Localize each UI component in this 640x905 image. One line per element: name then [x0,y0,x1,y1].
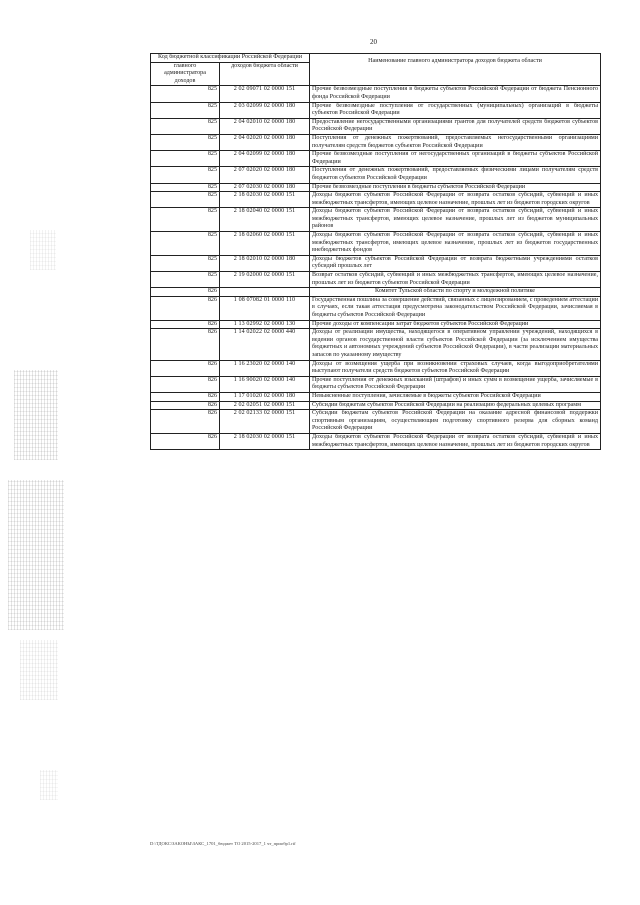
admin-code-cell: 825 [151,208,220,232]
table-row [151,433,601,449]
table-body [151,86,601,450]
admin-code-cell: 826 [151,410,220,434]
table-row [151,102,601,118]
admin-code-cell: 825 [151,272,220,288]
table-row [151,376,601,392]
income-name-cell: Невыясненные поступления, зачисляемые в бюджеты субъектов Российской Федерации [310,392,601,401]
income-name-cell: Прочие безвозмездные поступления от негосударственных организаций в бюджеты субъектов Российской Федерации [310,151,601,167]
income-code-cell [220,288,310,297]
income-code-cell: 2 02 02133 02 0000 151 [220,410,310,434]
income-code-cell: 2 04 02020 02 0000 180 [220,134,310,150]
income-name-cell: Возврат остатков субсидий, субвенций и иных межбюджетных трансфертов, имеющих целевое назначение, прошлых лет из бюджетов субъектов Российской Федерации [310,272,601,288]
section-title: Комитет Тульской области по спорту и молодежной политике [310,288,601,297]
income-name-cell: Прочие безвозмездные поступления от государственных (муниципальных) организаций в бюджеты субъектов Российской Федерации [310,102,601,118]
income-name-cell: Доходы бюджетов субъектов Российской Федерации от возврата остатков субсидий, субвенций и иных межбюджетных трансфертов, имеющих целевое назначение, прошлых лет из бюджетов городских округов [310,192,601,208]
income-code-cell: 2 02 09071 02 0000 151 [220,86,310,102]
income-code-cell: 2 18 02060 02 0000 151 [220,232,310,256]
admin-code-cell: 826 [151,360,220,376]
admin-code-cell: 825 [151,255,220,271]
table-row [151,255,601,271]
income-code-cell: 2 04 02010 02 0000 180 [220,118,310,134]
scan-noise-left-5 [40,770,58,800]
scan-noise-left-3 [20,640,58,700]
income-code-cell: 2 03 02099 02 0000 180 [220,102,310,118]
table-row [151,410,601,434]
income-name-cell: Доходы бюджетов субъектов Российской Федерации от возврата остатков субсидий, субвенций и иных межбюджетных трансфертов, имеющих целевое назначение, прошлых лет из бюджетов государственных внебюджетных фондов [310,232,601,256]
header-income-code: доходов бюджета области [220,62,310,86]
scan-noise-left-1 [14,370,58,460]
header-administrator-name: Наименование главного администратора доходов бюджета области [310,54,601,86]
budget-classification-table [150,53,601,450]
admin-code-cell: 826 [151,433,220,449]
income-code-cell: 2 18 02030 02 0000 151 [220,433,310,449]
table-row [151,86,601,102]
income-code-cell: 1 17 01020 02 0000 180 [220,392,310,401]
admin-code-cell: 825 [151,134,220,150]
table-row [151,134,601,150]
admin-code-cell: 825 [151,167,220,183]
income-name-cell: Поступления от денежных пожертвований, предоставляемых физическими лицами получателям средств бюджетов субъектов Российской Федерации [310,167,601,183]
table-row [151,118,601,134]
table-row [151,208,601,232]
income-code-cell: 2 18 02030 02 0000 151 [220,192,310,208]
table-row [151,167,601,183]
table-row [151,151,601,167]
admin-code-cell: 825 [151,102,220,118]
income-name-cell: Доходы бюджетов субъектов Российской Федерации от возврата остатков субсидий, субвенций и иных межбюджетных трансфертов, имеющих целевое назначение, прошлых лет из бюджетов городских округов [310,433,601,449]
section-row [151,288,601,297]
income-name-cell: Государственная пошлина за совершение действий, связанных с лицензированием, с проведением аттестации в случаях, если такая аттестация предусмотрена законодательством Российской Федерации, зачисляемая в бюджеты субъектов Российской Федерации [310,296,601,320]
income-name-cell: Прочие поступления от денежных взысканий (штрафов) и иных сумм в возмещение ущерба, зачисляемые в бюджеты субъектов Российской Федерации [310,376,601,392]
admin-code-cell: 826 [151,288,220,297]
admin-code-cell: 826 [151,329,220,360]
page-number: 20 [370,38,377,46]
income-code-cell: 1 14 02022 02 0000 440 [220,329,310,360]
income-name-cell: Прочие безвозмездные поступления в бюджеты субъектов Российской Федерации от бюджета Пенсионного фонда Российской Федерации [310,86,601,102]
table-row [151,192,601,208]
table-row [151,401,601,410]
income-code-cell: 2 18 02010 02 0000 180 [220,255,310,271]
admin-code-cell: 826 [151,401,220,410]
admin-code-cell: 826 [151,392,220,401]
header-classification-code: Код бюджетной классификации Российской Федерации [151,54,310,63]
income-name-cell: Субсидии бюджетам субъектов Российской Федерации на реализацию федеральных целевых программ [310,401,601,410]
table-row [151,296,601,320]
admin-code-cell: 826 [151,296,220,320]
admin-code-cell: 825 [151,86,220,102]
scan-noise-left-2 [8,480,64,630]
admin-code-cell: 825 [151,192,220,208]
file-path-footer: D:\ТДОКС\ЗАКОНЫ\ЗАКС_1701_бюджет ТО 2015-2017_1 чт_приобр1.rtf [150,841,296,846]
admin-code-cell: 825 [151,118,220,134]
table-row [151,272,601,288]
income-name-cell: Прочие безвозмездные поступления в бюджеты субъектов Российской Федерации [310,183,601,192]
table-row [151,392,601,401]
income-code-cell: 2 18 02040 02 0000 151 [220,208,310,232]
income-name-cell: Поступления от денежных пожертвований, предоставляемых негосударственными организациями получателям средств бюджетов субъектов Российской Федерации [310,134,601,150]
income-name-cell: Субсидии бюджетам субъектов Российской Федерации на оказание адресной финансовой поддержки спортивным организациям, осуществляющим подготовку спортивного резерва для сборных команд Российской Федерации [310,410,601,434]
income-name-cell: Предоставление негосударственными организациями грантов для получателей средств бюджетов субъектов Российской Федерации [310,118,601,134]
admin-code-cell: 826 [151,320,220,329]
income-name-cell: Доходы от возмещения ущерба при возникновении страховых случаев, когда выгодоприобретателями выступают получатели средств бюджетов субъектов Российской Федерации [310,360,601,376]
income-code-cell: 1 16 90020 02 0000 140 [220,376,310,392]
income-code-cell: 1 13 02992 02 0000 130 [220,320,310,329]
income-code-cell: 2 07 02030 02 0000 180 [220,183,310,192]
income-name-cell: Прочие доходы от компенсации затрат бюджетов субъектов Российской Федерации [310,320,601,329]
income-code-cell: 2 02 02051 02 0000 151 [220,401,310,410]
table-row [151,232,601,256]
table-row [151,329,601,360]
income-code-cell: 2 19 02000 02 0000 151 [220,272,310,288]
admin-code-cell: 826 [151,376,220,392]
admin-code-cell: 825 [151,183,220,192]
income-code-cell: 1 16 23020 02 0000 140 [220,360,310,376]
income-name-cell: Доходы от реализации имущества, находящегося в оперативном управлении учреждений, находящихся в ведении органов государственной власти субъектов Российской Федерации (за исключением имущества бюджетных и автономных учреждений субъектов Российской Федерации), в части реализации материальных запасов по указанному имуществу [310,329,601,360]
table-row [151,183,601,192]
income-code-cell: 2 04 02099 02 0000 180 [220,151,310,167]
scan-noise-left-4 [30,230,56,270]
income-name-cell: Доходы бюджетов субъектов Российской Федерации от возврата остатков субсидий, субвенций и иных межбюджетных трансфертов, имеющих целевое назначение, прошлых лет из бюджетов муниципальных районов [310,208,601,232]
income-code-cell: 2 07 02020 02 0000 180 [220,167,310,183]
income-name-cell: Доходы бюджетов субъектов Российской Федерации от возврата бюджетными учреждениями остатков субсидий прошлых лет [310,255,601,271]
admin-code-cell: 825 [151,232,220,256]
income-code-cell: 1 08 07082 01 0000 110 [220,296,310,320]
table-row [151,360,601,376]
admin-code-cell: 825 [151,151,220,167]
table-row [151,320,601,329]
header-main-administrator: главного администратора доходов [151,62,220,86]
